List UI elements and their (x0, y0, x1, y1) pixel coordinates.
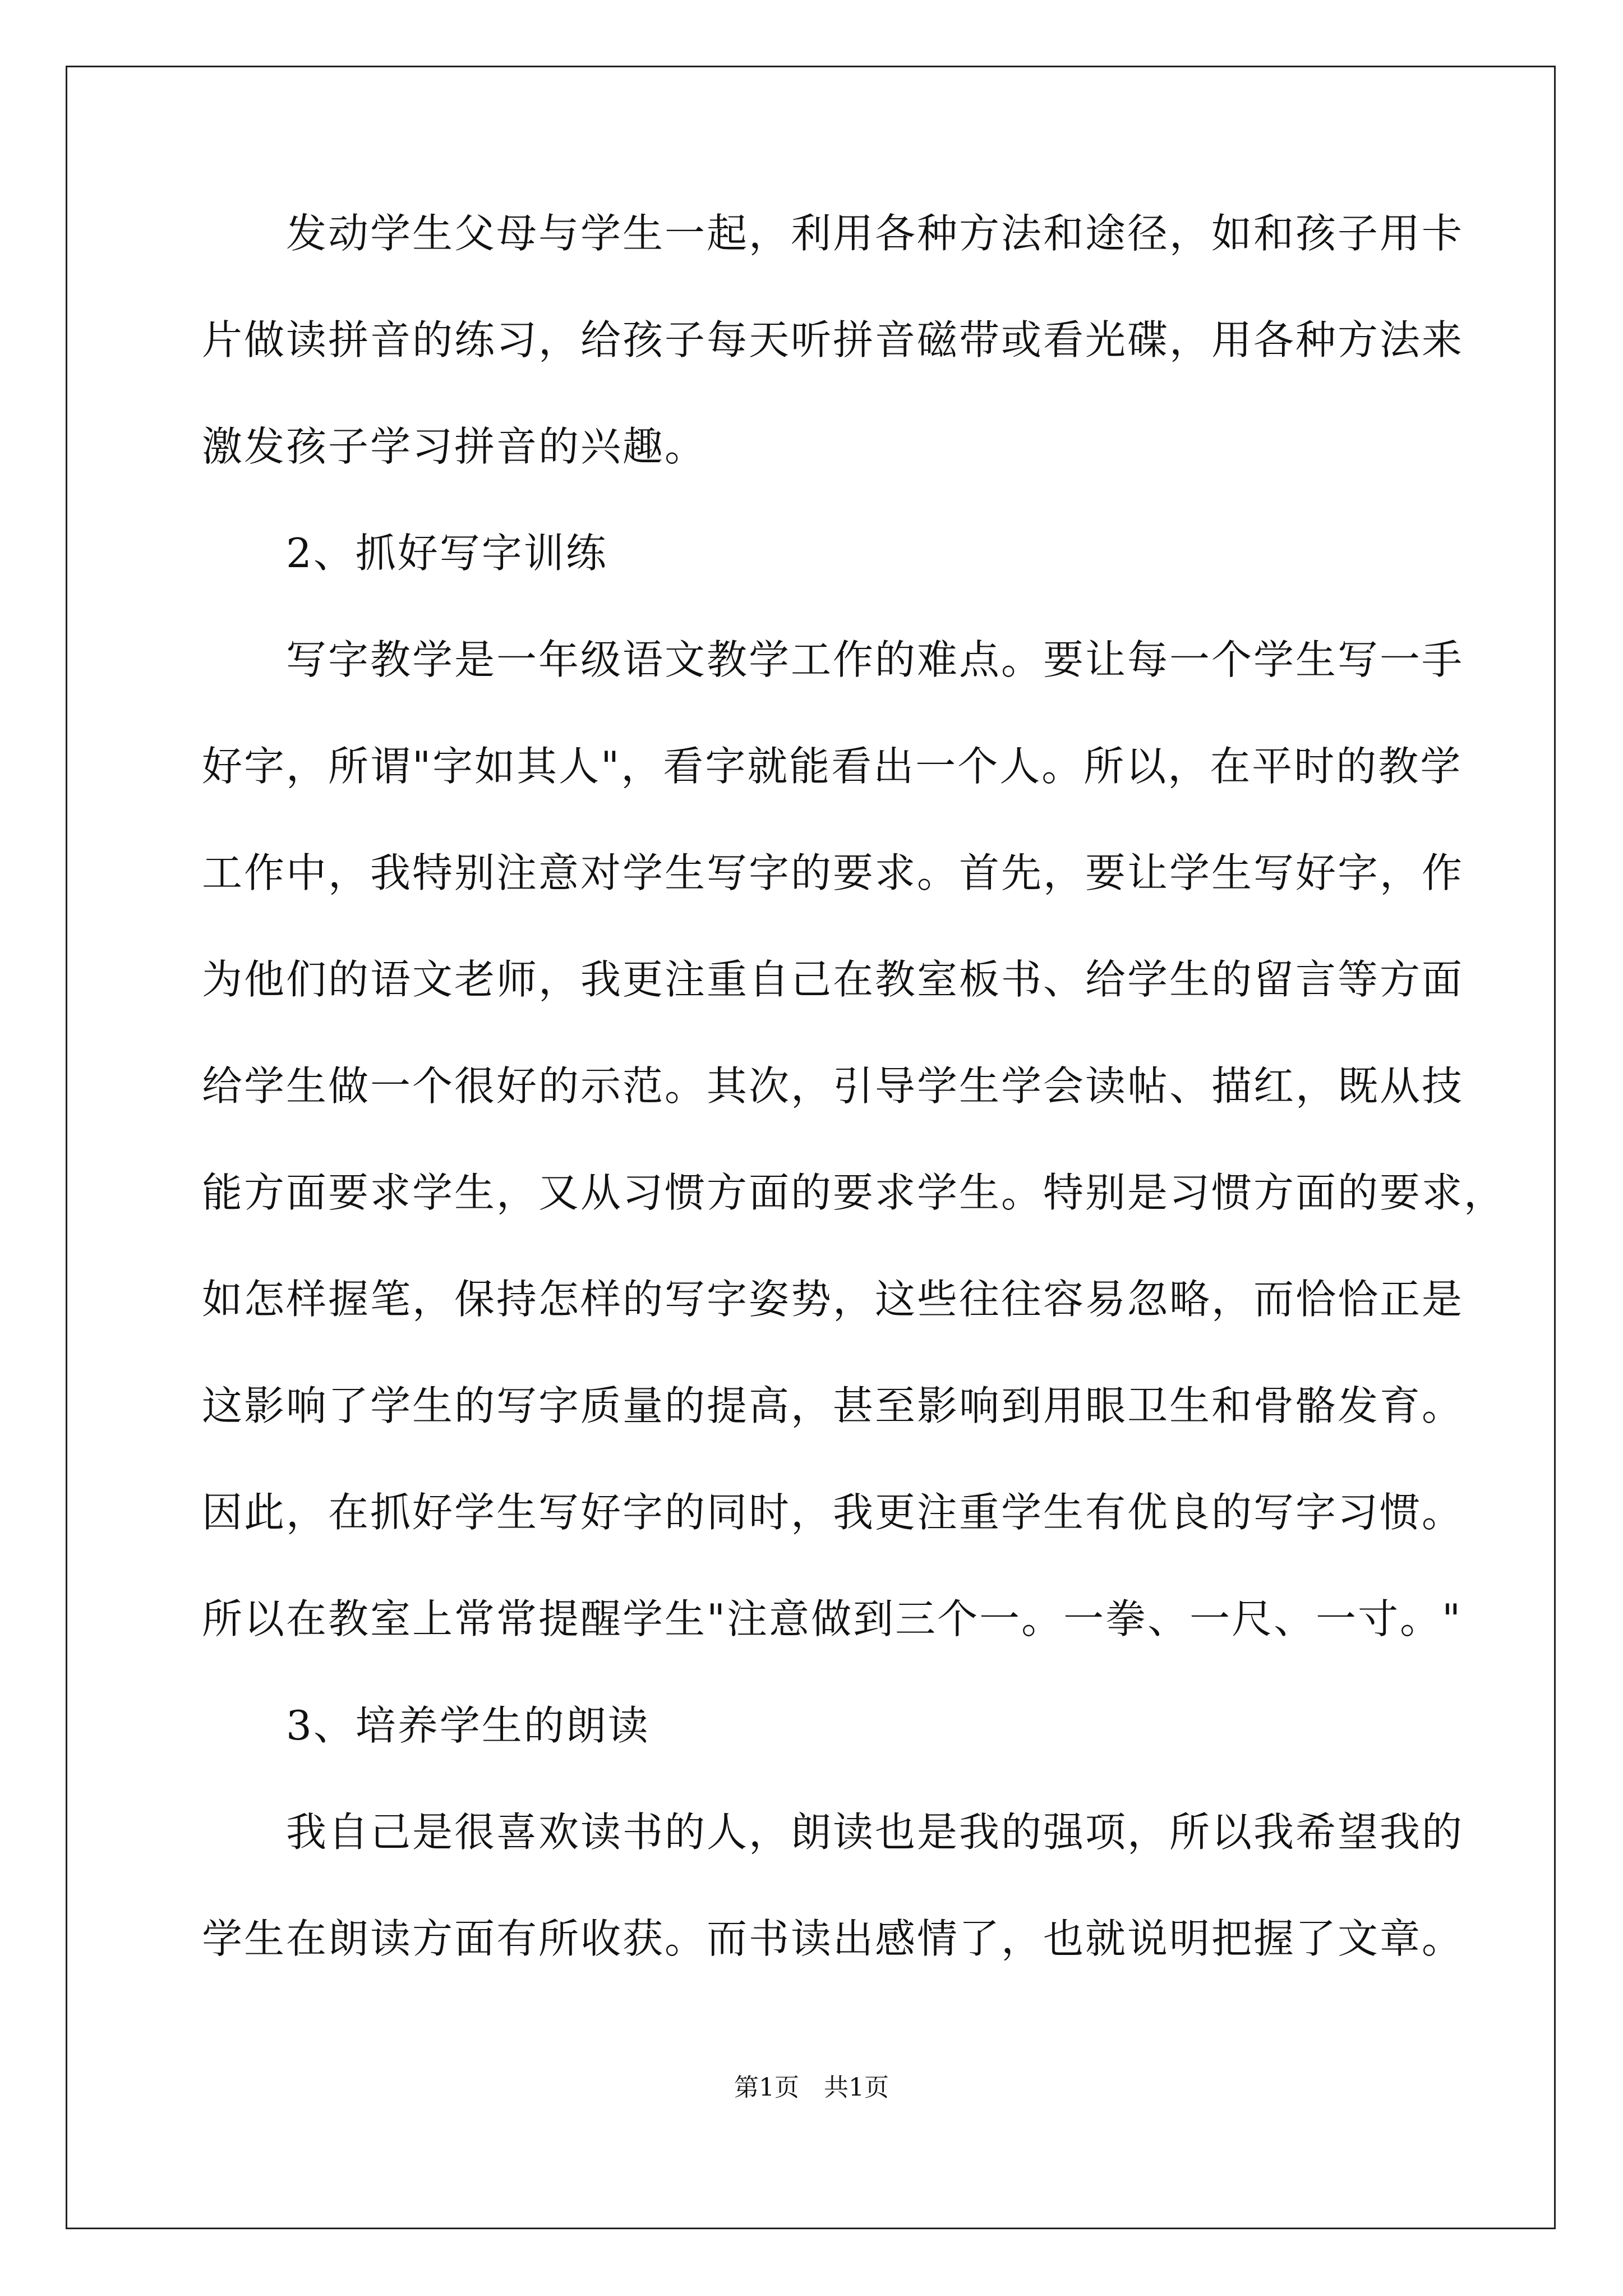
page-border (66, 66, 1556, 2229)
text-line: 激发孩子学习拼音的兴趣。 (202, 423, 707, 470)
text-line: 这影响了学生的写字质量的提高，甚至影响到用眼卫生和骨骼发育。 (202, 1382, 1464, 1429)
text-line: 因此，在抓好学生写好字的同时，我更注重学生有优良的写字习惯。 (202, 1489, 1464, 1536)
text-line: 写字教学是一年级语文教学工作的难点。要让每一个学生写一手 (202, 636, 1464, 683)
text-line: 如怎样握笔，保持怎样的写字姿势，这些往往容易忽略，而恰恰正是 (202, 1276, 1464, 1323)
text-line: 好字，所谓"字如其人"，看字就能看出一个人。所以，在平时的教学 (202, 743, 1463, 790)
text-line: 我自己是很喜欢读书的人，朗读也是我的强项，所以我希望我的 (202, 1809, 1464, 1856)
section-heading: 2、抓好写字训练 (202, 530, 608, 577)
section-heading: 3、培养学生的朗读 (202, 1702, 650, 1749)
page-footer: 第1页 共1页 (734, 2073, 889, 2102)
text-line: 为他们的语文老师，我更注重自己在教室板书、给学生的留言等方面 (202, 956, 1464, 1003)
text-line: 所以在教室上常常提醒学生"注意做到三个一。一拳、一尺、一寸。" (202, 1595, 1463, 1642)
text-line: 学生在朗读方面有所收获。而书读出感情了，也就说明把握了文章。 (202, 1915, 1464, 1962)
text-line: 片做读拼音的练习，给孩子每天听拼音磁带或看光碟，用各种方法来 (202, 316, 1464, 364)
text-line: 能方面要求学生，又从习惯方面的要求学生。特别是习惯方面的要求， (202, 1169, 1506, 1216)
text-line: 给学生做一个很好的示范。其次，引导学生学会读帖、描红，既从技 (202, 1062, 1464, 1110)
text-line: 工作中，我特别注意对学生写字的要求。首先，要让学生写好字，作 (202, 849, 1464, 896)
text-line: 发动学生父母与学生一起，利用各种方法和途径，如和孩子用卡 (202, 210, 1464, 257)
